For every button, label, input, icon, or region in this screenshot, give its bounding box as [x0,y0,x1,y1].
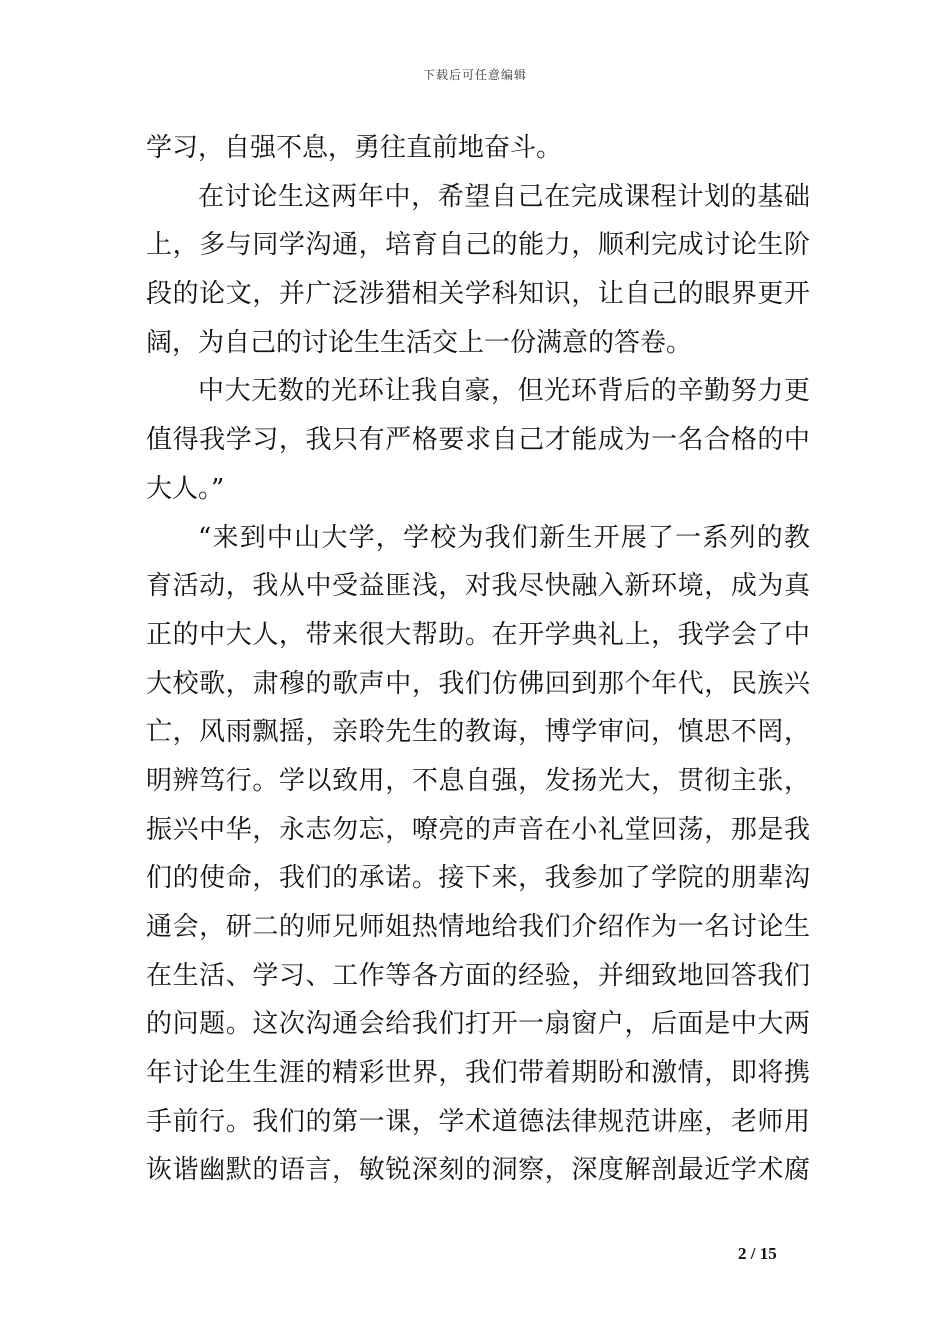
text-line: 年讨论生生涯的精彩世界，我们带着期盼和激情，即将携 [146,1058,810,1089]
text-line: 中大无数的光环让我自豪，但光环背后的辛勤努力更 [198,376,810,407]
text-line: 们的使命，我们的承诺。接下来，我参加了学院的朋辈沟 [146,863,810,894]
text-line: 育活动，我从中受益匪浅，对我尽快融入新环境，成为真 [146,571,810,602]
document-body [146,124,810,1195]
text-line: 手前行。我们的第一课，学术道德法律规范讲座，老师用 [146,1106,810,1137]
text-line: 阔，为自己的讨论生生活交上一份满意的答卷。 [146,327,693,358]
text-line: 学习，自强不息，勇往直前地奋斗。 [146,133,563,163]
text-line: “来到中山大学，学校为我们新生开展了一系列的教 [198,522,810,553]
text-line: 在讨论生这两年中，希望自己在完成课程计划的基础 [198,181,810,212]
text-line: 通会，研二的师兄师姐热情地给我们介绍作为一名讨论生 [146,912,810,942]
text-line: 的问题。这次沟通会给我们打开一扇窗户，后面是中大两 [146,1009,810,1040]
text-line: 正的中大人，带来很大帮助。在开学典礼上，我学会了中 [146,619,810,650]
text-line: 上，多与同学沟通，培育自己的能力，顺利完成讨论生阶 [146,230,810,261]
text-line: 段的论文，并广泛涉猎相关学科知识，让自己的眼界更开 [146,279,810,310]
text-line: 大校歌，肃穆的歌声中，我们仿佛回到那个年代，民族兴 [146,668,810,699]
text-line: 在生活、学习、工作等各方面的经验，并细致地回答我们 [146,960,810,991]
text-line: 值得我学习，我只有严格要求自己才能成为一名合格的中 [146,425,810,456]
text-line: 大人。” [146,473,225,504]
text-line: 明辨笃行。学以致用，不息自强，发扬光大，贯彻主张， [146,765,810,796]
text-line: 诙谐幽默的语言，敏锐深刻的洞察，深度解剖最近学术腐 [146,1155,810,1186]
text-line: 振兴中华，永志勿忘，嘹亮的声音在小礼堂回荡，那是我 [146,814,810,845]
page-number: 2 / 15 [738,1244,777,1263]
page-header: 下载后可任意编辑 [422,68,527,82]
text-line: 亡，风雨飘摇，亲聆先生的教诲，博学审问，慎思不罔， [146,717,810,748]
